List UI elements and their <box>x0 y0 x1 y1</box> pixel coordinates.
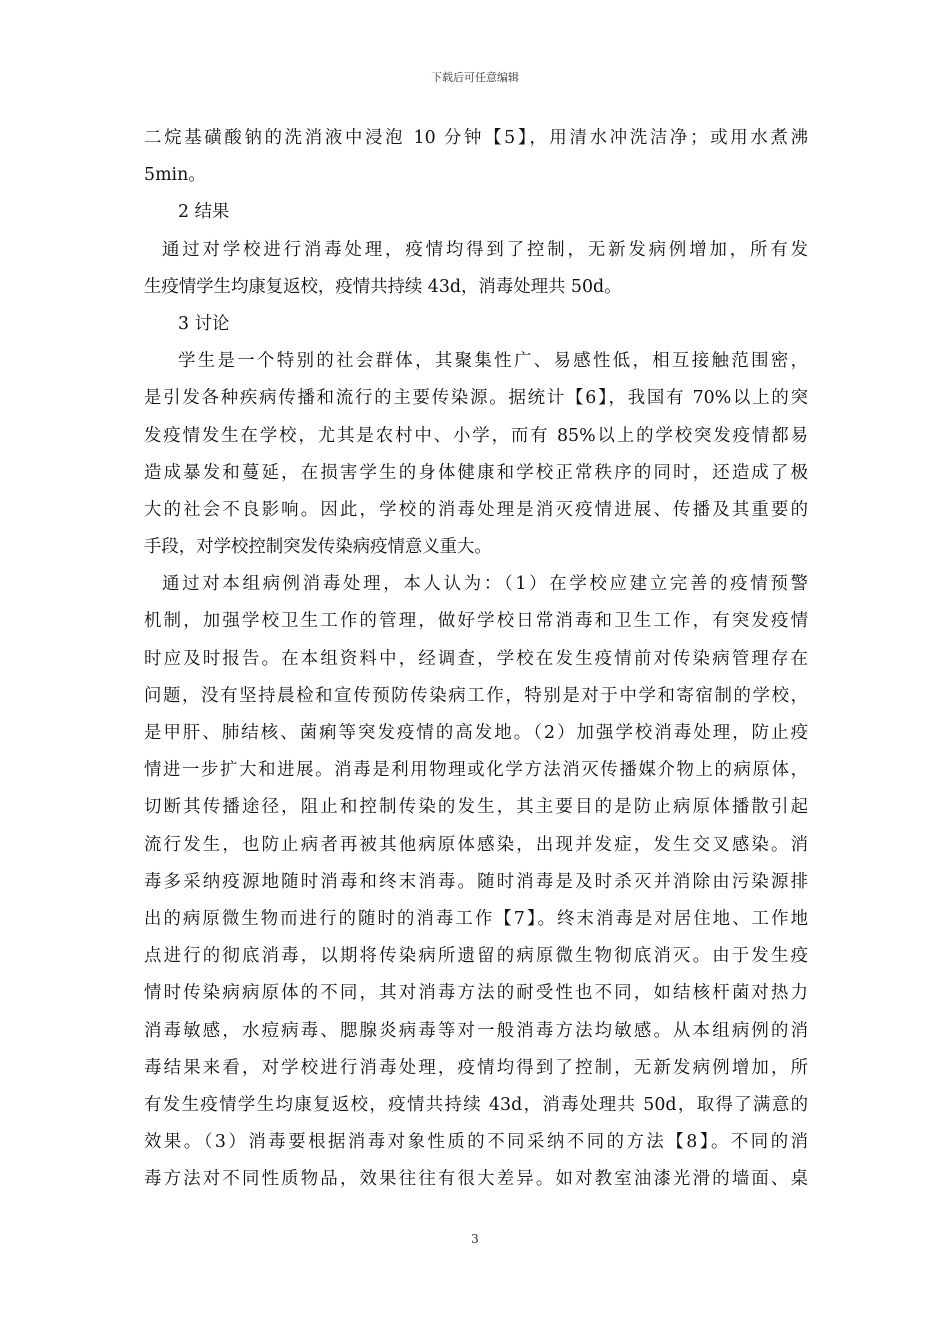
section-heading-discussion: 3 讨论 <box>178 313 230 334</box>
section-heading-results: 2 结果 <box>178 202 230 223</box>
text-line: 机制，加强学校卫生工作的管理，做好学校日常消毒和卫生工作，有突发疫情 <box>144 611 808 632</box>
text-line: 手段，对学校控制突发传染病疫情意义重大。 <box>144 537 492 558</box>
text-line: 问题，没有坚持晨检和宣传预防传染病工作，特别是对于中学和寄宿制的学校， <box>144 685 808 706</box>
text-line: 毒多采纳疫源地随时消毒和终末消毒。随时消毒是及时杀灭并消除由污染源排 <box>144 871 808 892</box>
text-line: 是引发各种疾病传播和流行的主要传染源。据统计【6】，我国有 70%以上的突 <box>144 388 808 409</box>
text-line: 有发生疫情学生均康复返校，疫情共持续 43d，消毒处理共 50d，取得了满意的 <box>144 1094 808 1115</box>
text-line: 流行发生，也防止病者再被其他病原体感染，出现并发症，发生交叉感染。消 <box>144 834 808 855</box>
text-line: 出的病原微生物而进行的随时的消毒工作【7】。终末消毒是对居住地、工作地 <box>144 908 808 929</box>
page-header: 下载后可任意编辑 <box>431 71 519 84</box>
text-line: 通过对本组病例消毒处理，本人认为：（1）在学校应建立完善的疫情预警 <box>162 574 808 595</box>
text-line: 情时传染病病原体的不同，其对消毒方法的耐受性也不同，如结核杆菌对热力 <box>144 983 808 1004</box>
text-line: 点进行的彻底消毒，以期将传染病所遗留的病原微生物彻底消灭。由于发生疫 <box>144 946 808 967</box>
text-line: 毒方法对不同性质物品，效果往往有很大差异。如对教室油漆光滑的墙面、桌 <box>144 1169 808 1190</box>
text-line: 毒结果来看，对学校进行消毒处理，疫情均得到了控制，无新发病例增加，所 <box>144 1057 808 1078</box>
text-line: 通过对学校进行消毒处理，疫情均得到了控制，无新发病例增加，所有发 <box>162 239 808 260</box>
text-line: 生疫情学生均康复返校，疫情共持续 43d，消毒处理共 50d。 <box>144 276 622 297</box>
text-line: 效果。（3）消毒要根据消毒对象性质的不同采纳不同的方法【8】。不同的消 <box>144 1132 808 1153</box>
text-line: 时应及时报告。在本组资料中，经调查，学校在发生疫情前对传染病管理存在 <box>144 648 808 669</box>
text-line: 发疫情发生在学校，尤其是农村中、小学，而有 85%以上的学校突发疫情都易 <box>144 425 808 446</box>
text-line: 情进一步扩大和进展。消毒是利用物理或化学方法消灭传播媒介物上的病原体， <box>144 760 808 781</box>
text-line: 5min。 <box>144 165 206 186</box>
text-line: 大的社会不良影响。因此，学校的消毒处理是消灭疫情进展、传播及其重要的 <box>144 499 808 520</box>
text-line: 学生是一个特别的社会群体，其聚集性广、易感性低，相互接触范围密， <box>178 351 808 372</box>
page-number: 3 <box>471 1232 479 1246</box>
text-line: 造成暴发和蔓延，在损害学生的身体健康和学校正常秩序的同时，还造成了极 <box>144 462 808 483</box>
text-line: 消毒敏感，水痘病毒、腮腺炎病毒等对一般消毒方法均敏感。从本组病例的消 <box>144 1020 808 1041</box>
document-body <box>144 120 808 1198</box>
text-line: 是甲肝、肺结核、菌痢等突发疫情的高发地。（2）加强学校消毒处理，防止疫 <box>144 723 808 743</box>
text-line: 切断其传播途径，阻止和控制传染的发生，其主要目的是防止病原体播散引起 <box>144 797 808 818</box>
text-line: 二烷基磺酸钠的洗消液中浸泡 10 分钟【5】，用清水冲洗洁净；或用水煮沸 <box>144 128 808 148</box>
